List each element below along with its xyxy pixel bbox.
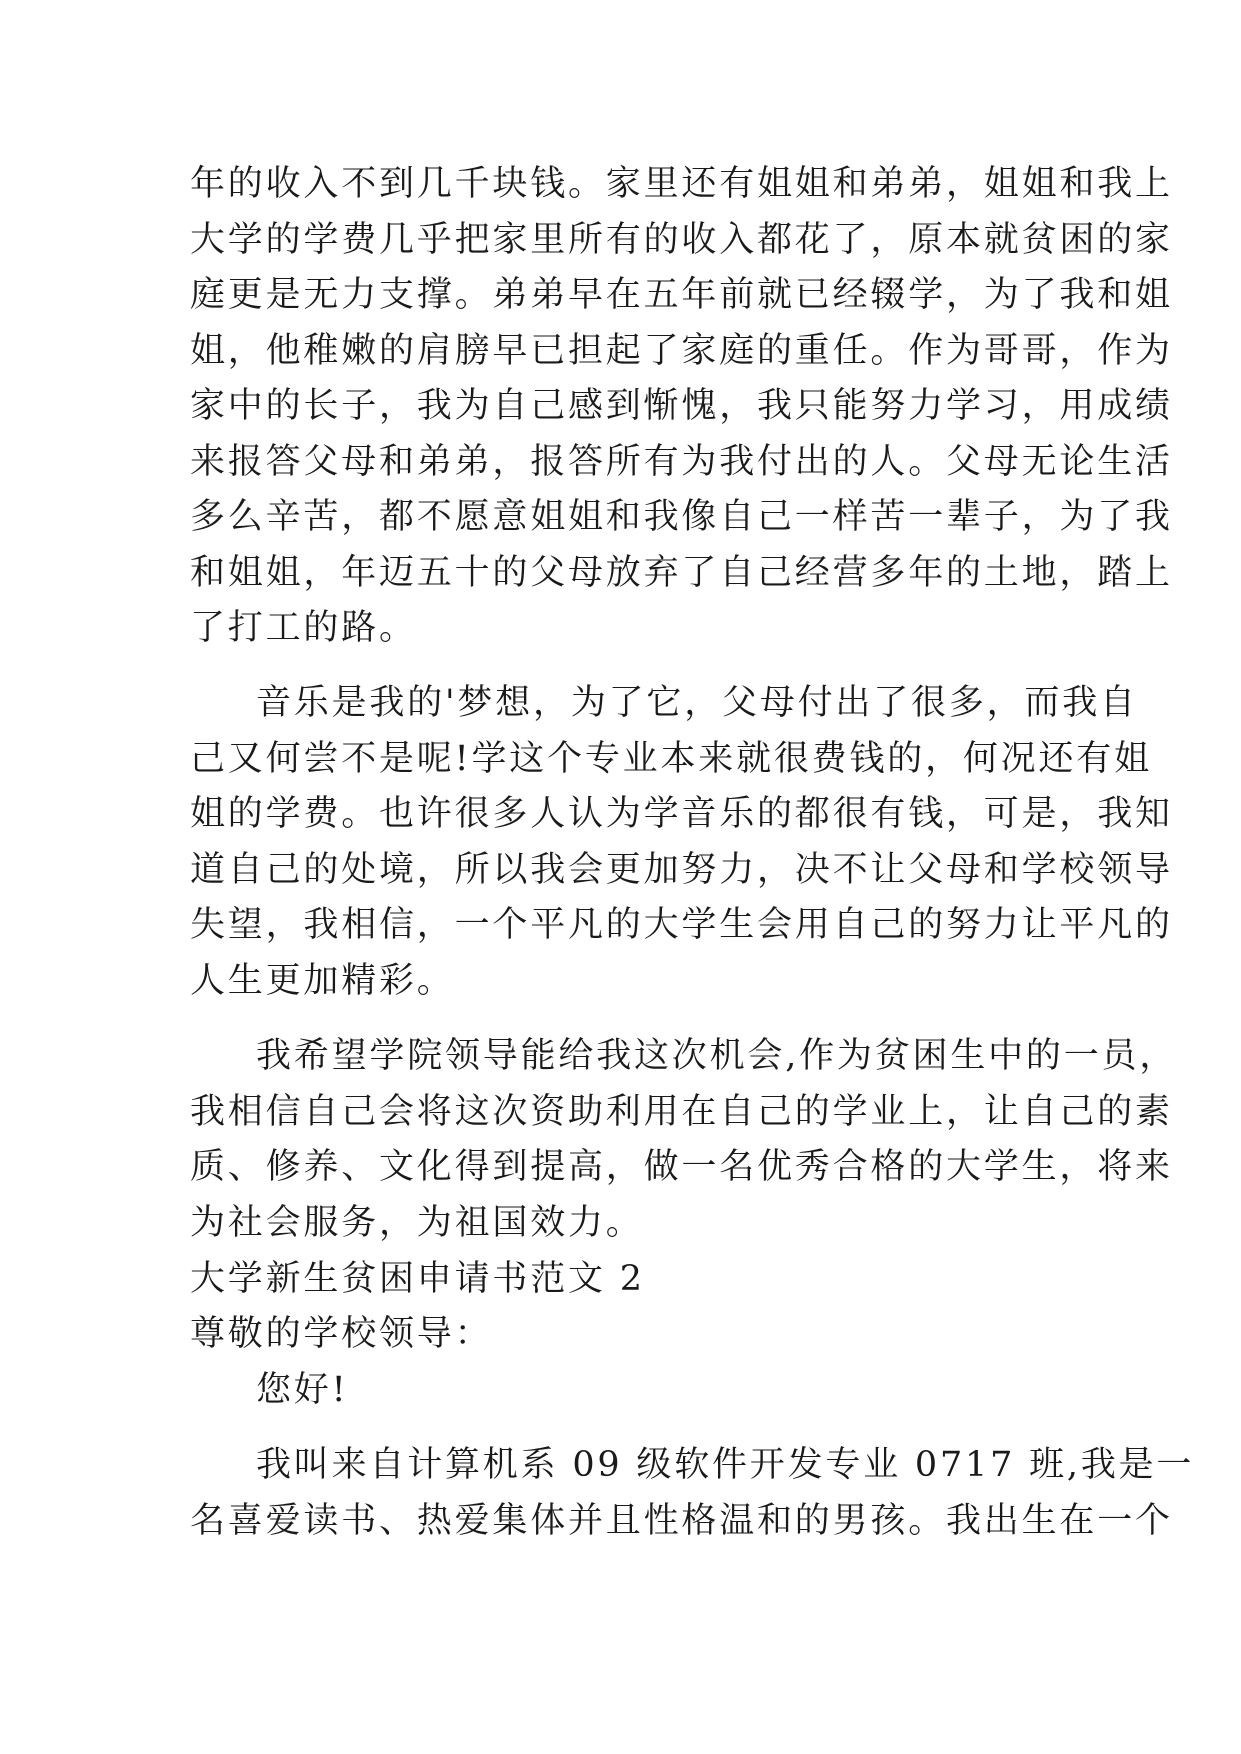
body-line: 人生更加精彩。	[190, 961, 455, 1001]
greeting: 您好!	[256, 1370, 349, 1410]
section-heading: 大学新生贫困申请书范文 2	[190, 1259, 645, 1299]
body-line: 名喜爱读书、热爱集体并且性格温和的男孩。我出生在一个	[190, 1501, 1173, 1541]
body-line: 失望，我相信，一个平凡的大学生会用自己的努力让平凡的	[190, 905, 1173, 945]
body-line: 和姐姐，年迈五十的父母放弃了自己经营多年的土地，踏上	[190, 553, 1173, 593]
body-line: 己又何尝不是呢!学这个专业本来就很费钱的，何况还有姐	[190, 739, 1152, 779]
paragraph-first-line: 我叫来自计算机系 09 级软件开发专业 0717 班,我是一	[256, 1445, 1195, 1485]
body-line: 姐，他稚嫩的肩膀早已担起了家庭的重任。作为哥哥，作为	[190, 331, 1173, 371]
body-line: 庭更是无力支撑。弟弟早在五年前就已经辍学，为了我和姐	[190, 275, 1173, 315]
body-line: 大学的学费几乎把家里所有的收入都花了，原本就贫困的家	[190, 220, 1173, 260]
body-line: 家中的长子，我为自己感到惭愧，我只能努力学习，用成绩	[190, 386, 1173, 426]
body-line: 了打工的路。	[190, 608, 417, 648]
paragraph-first-line: 音乐是我的'梦想，为了它，父母付出了很多，而我自	[256, 683, 1138, 723]
salutation: 尊敬的学校领导：	[190, 1314, 493, 1354]
body-line: 为社会服务，为祖国效力。	[190, 1203, 644, 1243]
paragraph-first-line: 我希望学院领导能给我这次机会,作为贫困生中的一员，	[256, 1036, 1178, 1076]
body-line: 质、修养、文化得到提高，做一名优秀合格的大学生，将来	[190, 1147, 1173, 1187]
body-line: 来报答父母和弟弟，报答所有为我付出的人。父母无论生活	[190, 442, 1173, 482]
body-line: 多么辛苦，都不愿意姐姐和我像自己一样苦一辈子，为了我	[190, 497, 1173, 537]
body-line: 道自己的处境，所以我会更加努力，决不让父母和学校领导	[190, 850, 1173, 890]
body-line: 年的收入不到几千块钱。家里还有姐姐和弟弟，姐姐和我上	[190, 164, 1173, 204]
body-line: 我相信自己会将这次资助利用在自己的学业上，让自己的素	[190, 1092, 1173, 1132]
body-line: 姐的学费。也许很多人认为学音乐的都很有钱，可是，我知	[190, 794, 1173, 834]
